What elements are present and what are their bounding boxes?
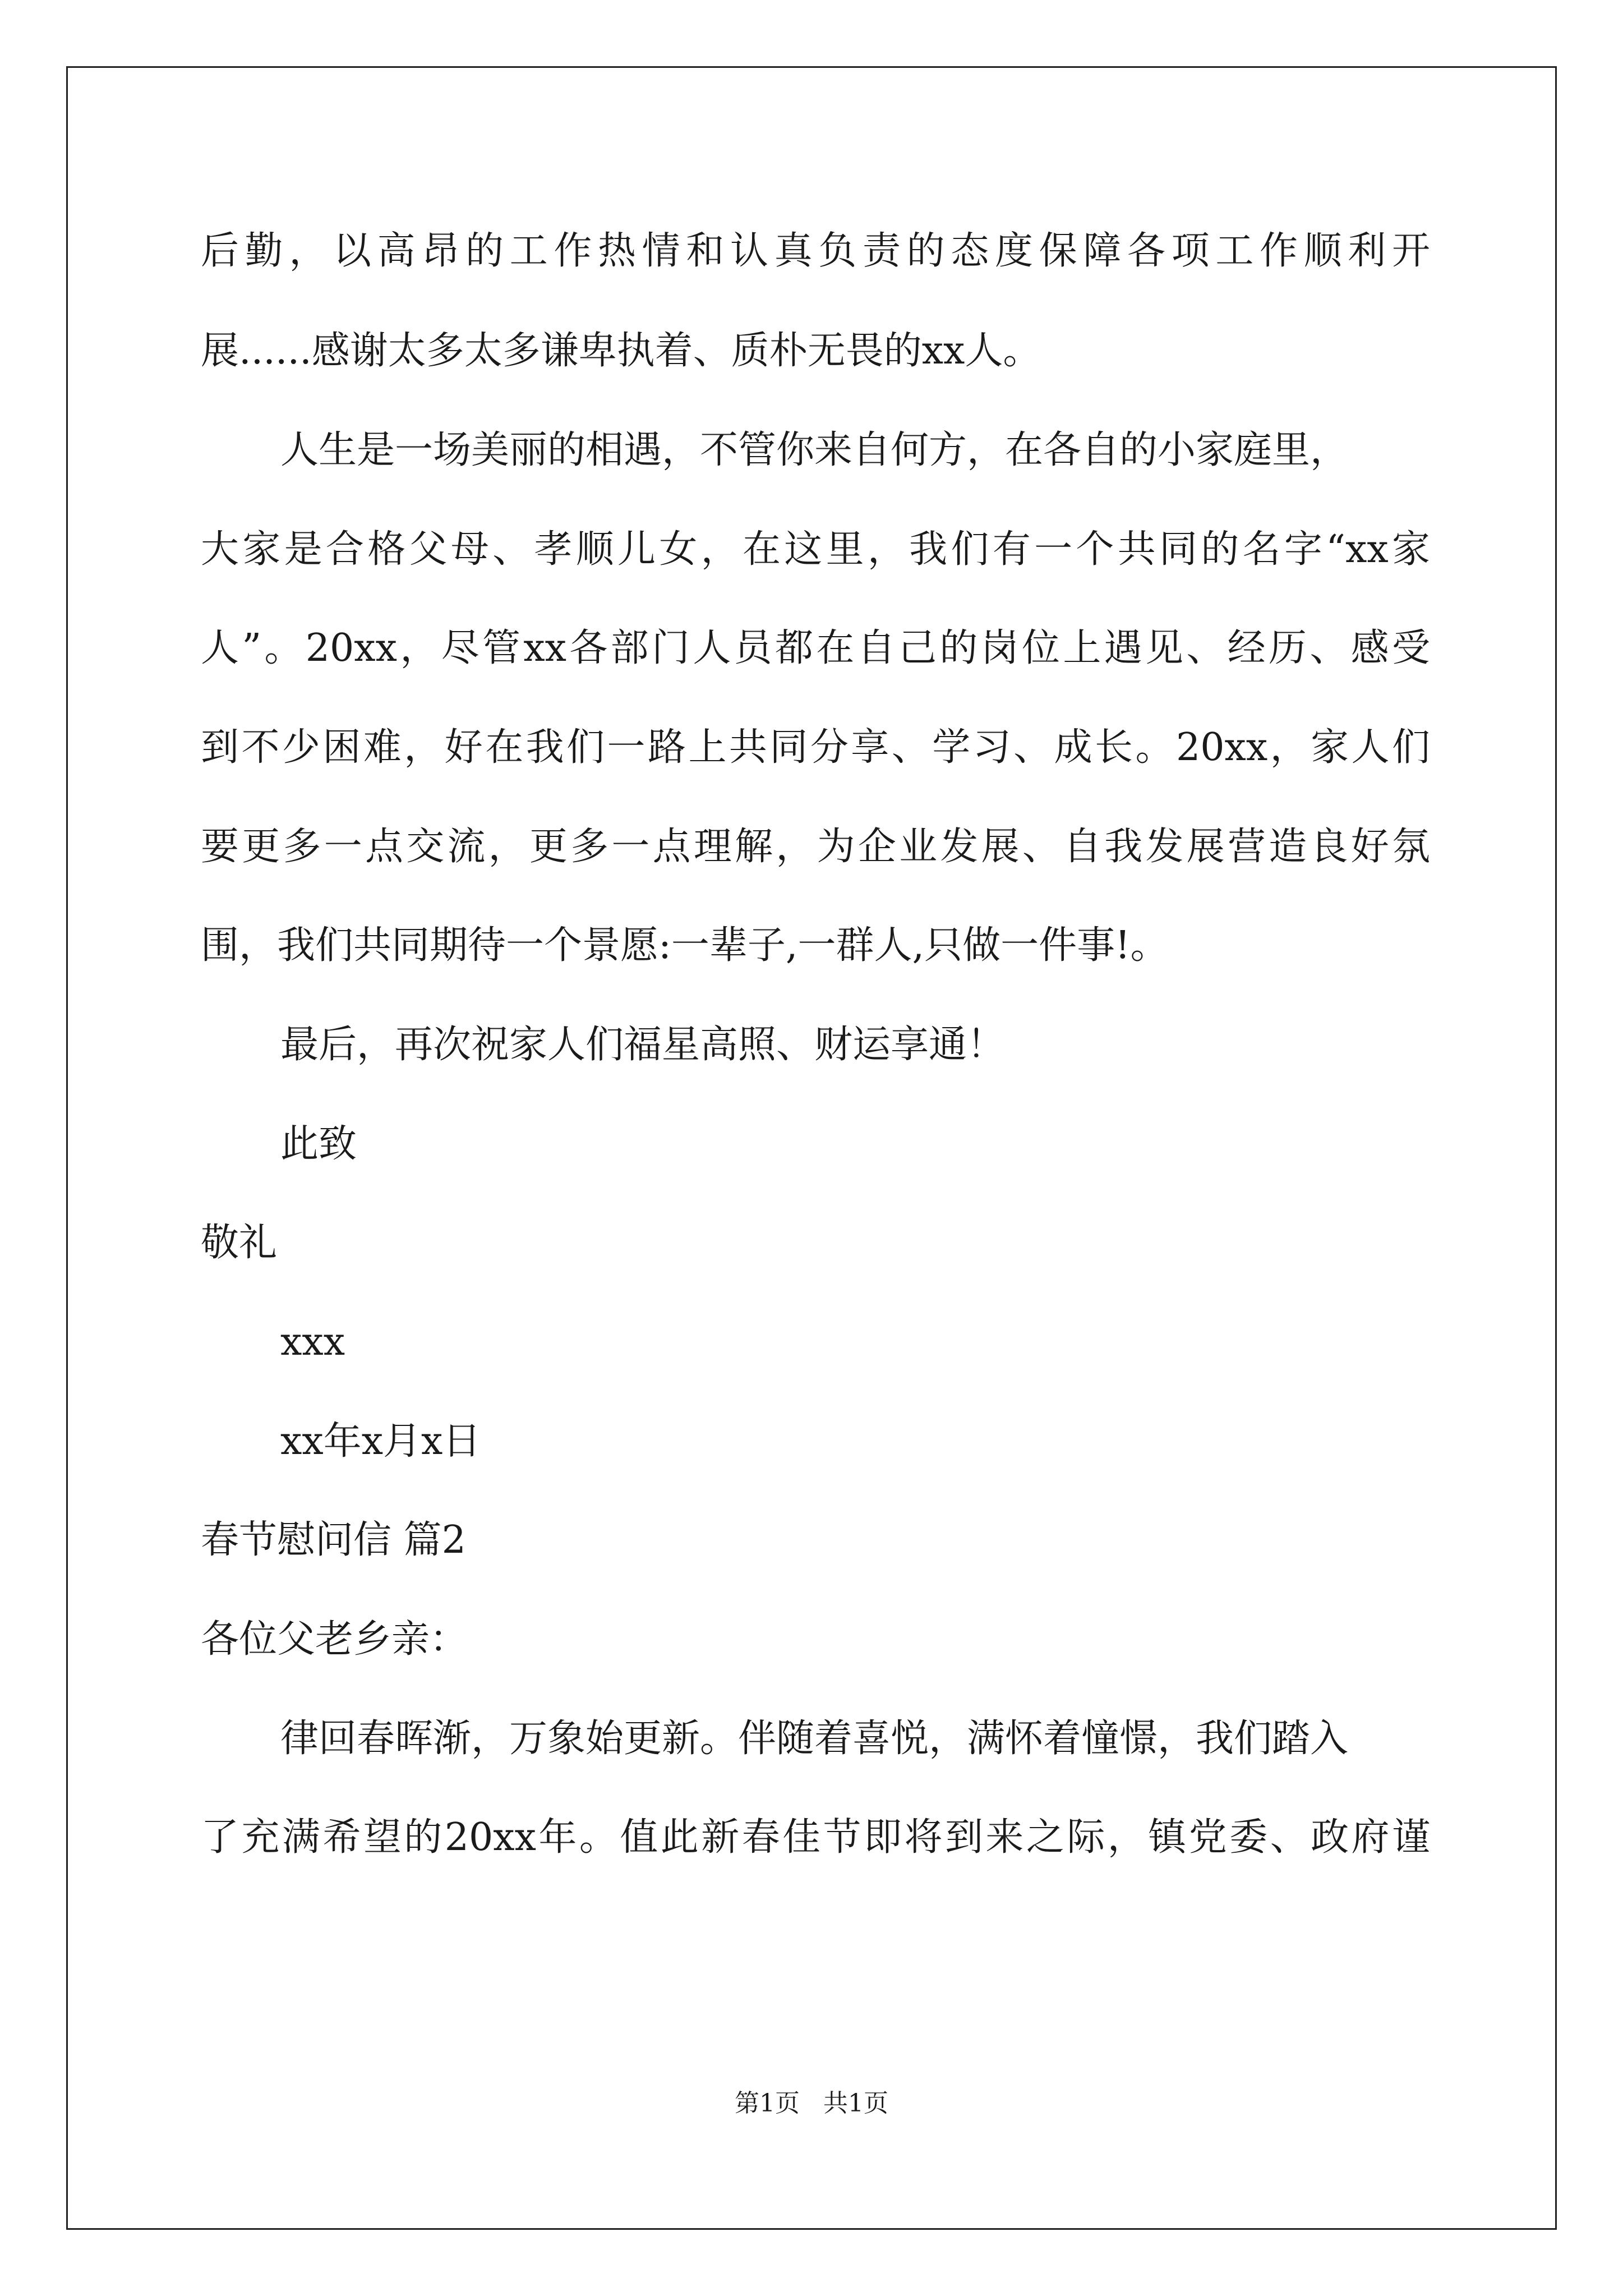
body-line: 大家是合格父母、孝顺儿女，在这里，我们有一个共同的名字“xx家 [201,527,1430,572]
body-line: 要更多一点交流，更多一点理解，为企业发展、自我发展营造良好氛 [201,825,1430,869]
paragraph-start-line: 律回春晖渐，万象始更新。伴随着喜悦，满怀着憧憬，我们踏入 [280,1717,1349,1761]
body-line: 围，我们共同期待一个景愿:一辈子,一群人,只做一件事!。 [201,923,1169,968]
body-line: 展......感谢太多太多谦卑执着、质朴无畏的xx人。 [201,329,1041,373]
closing-wish: 最后，再次祝家人们福星高照、财运享通！ [280,1023,1006,1067]
salutation-jingli: 敬礼 [201,1221,278,1265]
section-heading: 春节慰问信 篇2 [201,1518,466,1562]
greeting-line: 各位父老乡亲： [201,1617,468,1662]
paragraph-start-line: 人生是一场美丽的相遇，不管你来自何方，在各自的小家庭里， [280,428,1349,472]
body-line: 了充满希望的20xx年。值此新春佳节即将到来之际，镇党委、政府谨 [201,1815,1430,1860]
page-number: 第1页 共1页 [735,2089,888,2118]
body-line: 到不少困难，好在我们一路上共同分享、学习、成长。20xx，家人们 [201,725,1430,770]
body-line: 人”。20xx，尽管xx各部门人员都在自己的岗位上遇见、经历、感受 [201,626,1430,670]
signature-date: xx年x月x日 [280,1419,481,1464]
salutation-cizhi: 此致 [280,1122,357,1166]
signature-name: xxx [280,1320,345,1364]
body-line: 后勤，以高昂的工作热情和认真负责的态度保障各项工作顺利开 [201,229,1430,273]
